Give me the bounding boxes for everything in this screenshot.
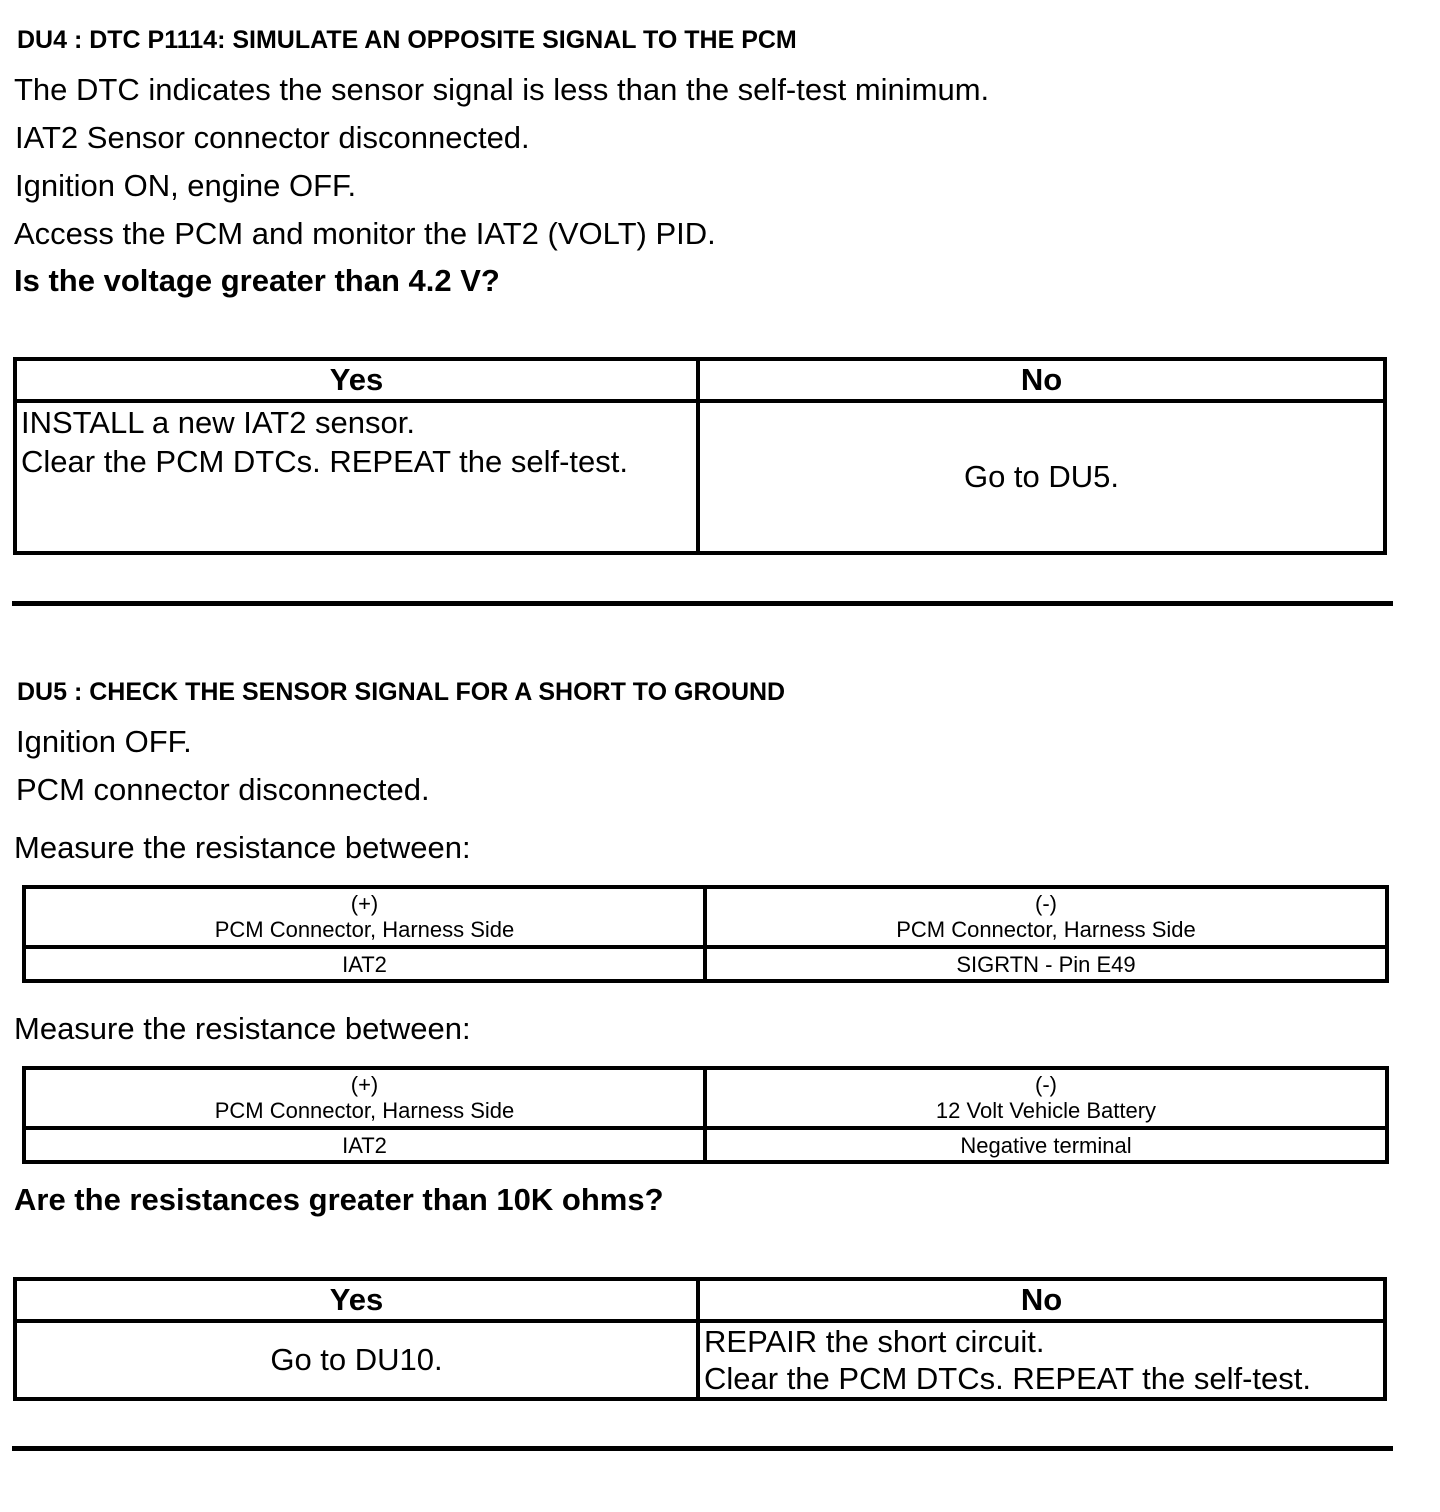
du5-line-1: Ignition OFF. [16, 724, 192, 759]
mt1-plus-header [24, 887, 705, 947]
mt2-minus-header [705, 1068, 1387, 1128]
mt2-plus-value: IAT2 [24, 1128, 705, 1162]
du4-result-table [13, 357, 1387, 555]
du5-measure-table-2 [22, 1066, 1389, 1164]
du5-measure-label-2: Measure the resistance between: [14, 1011, 471, 1046]
mt1-minus-value: SIGRTN - Pin E49 [705, 947, 1387, 981]
du5-no-line-1: REPAIR the short circuit. [704, 1324, 1045, 1359]
du5-result-table [13, 1277, 1387, 1401]
section-divider-1 [12, 601, 1393, 606]
du5-no-header: No [698, 1279, 1385, 1321]
mt1-plus-label: PCM Connector, Harness Side [214, 917, 515, 942]
mt2-minus-value: Negative terminal [705, 1128, 1387, 1162]
du5-measure-table-1 [22, 885, 1389, 983]
mt2-plus-symbol: (+) [350, 1072, 379, 1097]
du4-line-2: IAT2 Sensor connector disconnected. [15, 120, 530, 155]
du4-question: Is the voltage greater than 4.2 V? [14, 263, 500, 298]
du4-no-header: No [698, 359, 1385, 401]
mt1-minus-label: PCM Connector, Harness Side [896, 917, 1196, 942]
du4-heading: DU4 : DTC P1114: SIMULATE AN OPPOSITE SIGNAL TO THE PCM [17, 26, 797, 54]
section-divider-2 [12, 1446, 1393, 1451]
du4-no-cell: Go to DU5. [698, 401, 1385, 553]
mt2-minus-symbol: (-) [1035, 1072, 1057, 1097]
du5-yes-header: Yes [15, 1279, 698, 1321]
du4-yes-line-2: Clear the PCM DTCs. REPEAT the self-test. [21, 444, 628, 479]
du4-line-3: Ignition ON, engine OFF. [15, 168, 357, 203]
du5-measure-label-1: Measure the resistance between: [14, 830, 471, 865]
du5-line-2: PCM connector disconnected. [16, 772, 430, 807]
du4-line-1: The DTC indicates the sensor signal is less than the self-test minimum. [14, 72, 990, 107]
mt1-plus-symbol: (+) [350, 891, 379, 916]
mt2-minus-label: 12 Volt Vehicle Battery [935, 1098, 1157, 1123]
mt2-plus-label: PCM Connector, Harness Side [214, 1098, 515, 1123]
du5-yes-cell: Go to DU10. [15, 1321, 698, 1399]
mt1-minus-header [705, 887, 1387, 947]
du5-question: Are the resistances greater than 10K ohms? [14, 1182, 664, 1217]
mt2-plus-header [24, 1068, 705, 1128]
du5-no-line-2: Clear the PCM DTCs. REPEAT the self-test. [704, 1361, 1311, 1396]
du4-yes-line-1: INSTALL a new IAT2 sensor. [21, 405, 415, 440]
du5-no-cell [698, 1321, 1385, 1399]
du4-yes-cell [15, 401, 698, 553]
du4-yes-header: Yes [15, 359, 698, 401]
du4-line-4: Access the PCM and monitor the IAT2 (VOLT) PID. [14, 216, 716, 251]
mt1-minus-symbol: (-) [1035, 891, 1057, 916]
mt1-plus-value: IAT2 [24, 947, 705, 981]
du5-heading: DU5 : CHECK THE SENSOR SIGNAL FOR A SHORT TO GROUND [17, 678, 786, 706]
